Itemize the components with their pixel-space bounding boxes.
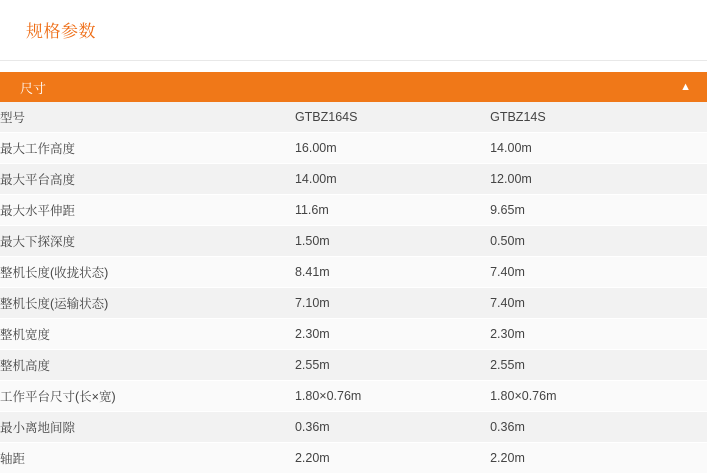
row-label: 整机长度(运输状态)	[0, 288, 295, 319]
row-label: 整机长度(收拢状态)	[0, 257, 295, 288]
spec-table	[0, 102, 707, 474]
table-row	[0, 195, 707, 226]
row-value-2: 12.00m	[490, 164, 707, 195]
table-row	[0, 102, 707, 133]
row-label: 最大工作高度	[0, 133, 295, 164]
row-value-2: GTBZ14S	[490, 102, 707, 133]
row-value-2: 0.36m	[490, 412, 707, 443]
row-value-1: 11.6m	[295, 195, 490, 226]
spec-table-body	[0, 102, 707, 474]
page-title: 规格参数	[26, 22, 96, 41]
row-label: 最小离地间隙	[0, 412, 295, 443]
row-label: 最大水平伸距	[0, 195, 295, 226]
chevron-up-icon[interactable]: ▲	[680, 80, 691, 93]
row-value-1: 2.20m	[295, 443, 490, 474]
table-row	[0, 288, 707, 319]
row-value-2: 2.55m	[490, 350, 707, 381]
row-value-1: 14.00m	[295, 164, 490, 195]
row-value-1: 0.36m	[295, 412, 490, 443]
table-row	[0, 319, 707, 350]
row-label: 型号	[0, 102, 295, 133]
row-value-2: 14.00m	[490, 133, 707, 164]
row-value-1: 2.30m	[295, 319, 490, 350]
row-value-1: 2.55m	[295, 350, 490, 381]
section-header-dimensions[interactable]	[0, 72, 707, 102]
table-row	[0, 133, 707, 164]
section-header-label: 尺寸	[20, 80, 47, 96]
table-row	[0, 412, 707, 443]
row-value-1: 7.10m	[295, 288, 490, 319]
row-value-2: 7.40m	[490, 257, 707, 288]
table-row	[0, 257, 707, 288]
table-row	[0, 381, 707, 412]
row-value-2: 2.30m	[490, 319, 707, 350]
table-row	[0, 226, 707, 257]
row-value-2: 9.65m	[490, 195, 707, 226]
row-value-1: 1.50m	[295, 226, 490, 257]
row-value-1: GTBZ164S	[295, 102, 490, 133]
row-value-2: 7.40m	[490, 288, 707, 319]
row-value-1: 8.41m	[295, 257, 490, 288]
row-label: 轴距	[0, 443, 295, 474]
row-label: 整机宽度	[0, 319, 295, 350]
row-value-2: 2.20m	[490, 443, 707, 474]
row-value-1: 1.80×0.76m	[295, 381, 490, 412]
row-label: 工作平台尺寸(长×宽)	[0, 381, 295, 412]
row-value-2: 0.50m	[490, 226, 707, 257]
title-divider	[0, 60, 707, 61]
row-label: 最大平台高度	[0, 164, 295, 195]
row-value-1: 16.00m	[295, 133, 490, 164]
row-label: 最大下探深度	[0, 226, 295, 257]
table-row	[0, 350, 707, 381]
row-label: 整机高度	[0, 350, 295, 381]
row-value-2: 1.80×0.76m	[490, 381, 707, 412]
table-row	[0, 443, 707, 474]
table-row	[0, 164, 707, 195]
